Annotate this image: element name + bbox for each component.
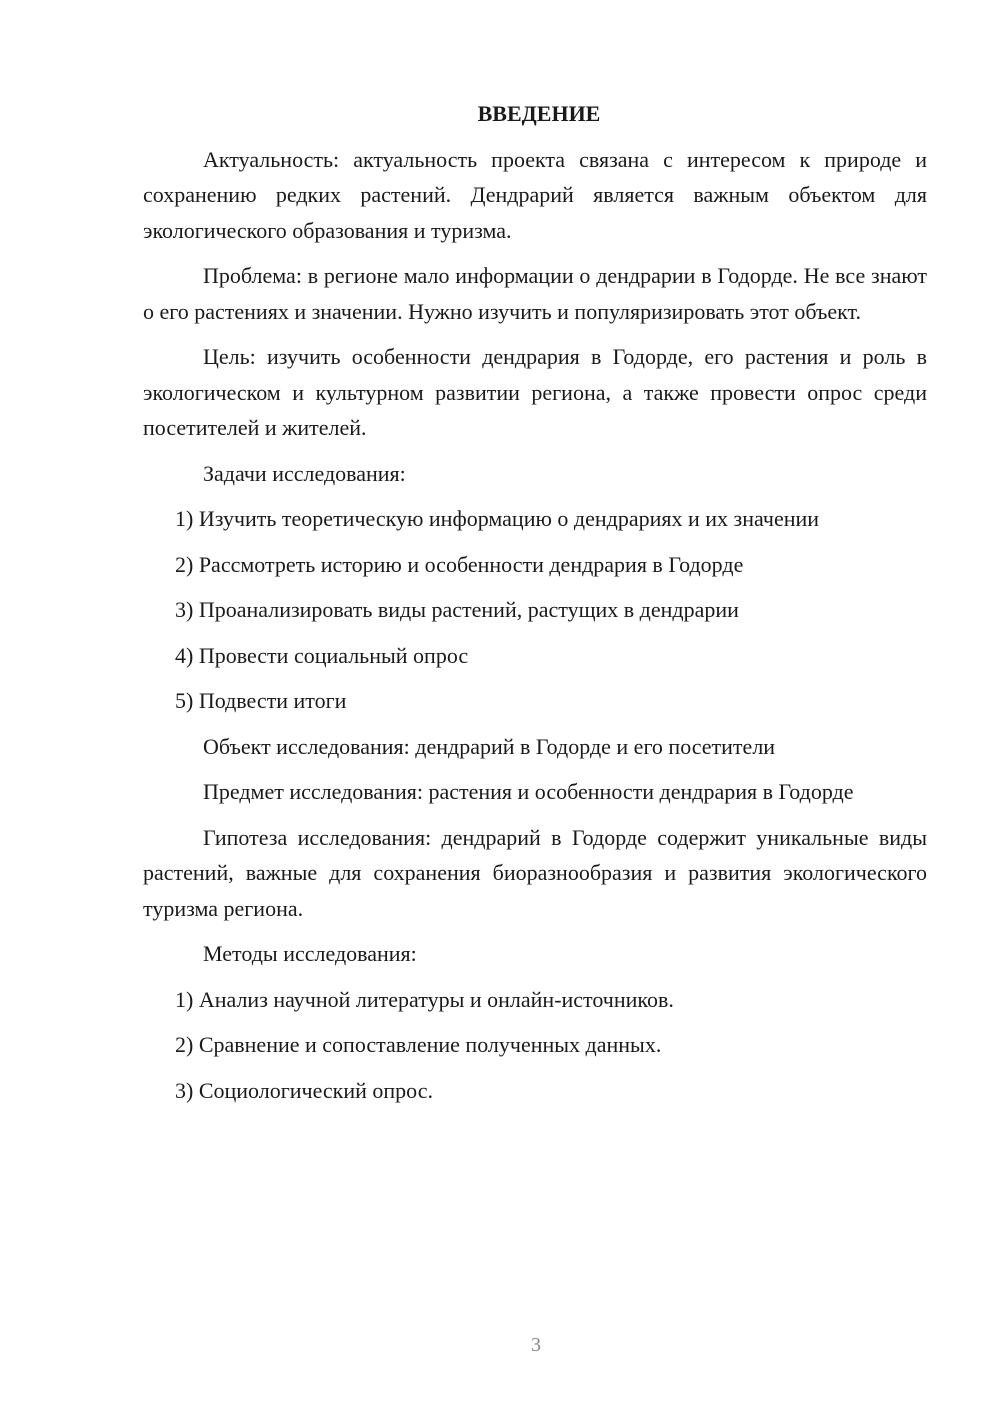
list-item: 2) Сравнение и сопоставление полученных данных.	[175, 1032, 662, 1057]
list-item: 1) Анализ научной литературы и онлайн-источников.	[175, 986, 674, 1012]
methods-heading: Методы исследования:	[203, 941, 417, 966]
methods-list	[143, 982, 927, 1109]
problem-paragraph: Проблема: в регионе мало информации о дендрарии в Годорде. Не все знают о его растениях и значении. Нужно изучить и популяризировать этот объект.	[143, 263, 927, 324]
section-title: ВВЕДЕНИЕ	[477, 101, 601, 126]
list-item: 1) Изучить теоретическую информацию о дендрариях и их значении	[175, 506, 820, 531]
goal-paragraph: Цель: изучить особенности дендрария в Годорде, его растения и роль в экологическом и культурном развитии региона, а также провести опрос среди посетителей и жителей.	[143, 344, 927, 440]
page-number: 3	[531, 1334, 541, 1356]
list-item: 3) Социологический опрос.	[175, 1077, 433, 1103]
list-item: 3) Проанализировать виды растений, растущих в дендрарии	[175, 597, 739, 622]
list-item: 4) Провести социальный опрос	[175, 642, 469, 668]
tasks-heading: Задачи исследования:	[203, 460, 406, 486]
hypothesis-paragraph: Гипотеза исследования: дендрарий в Годорде содержит уникальные виды растений, важные для сохранения биоразнообразия и развития экологического туризма региона.	[143, 824, 927, 921]
object-paragraph: Объект исследования: дендрарий в Годорде и его посетители	[203, 733, 776, 759]
list-item: 2) Рассмотреть историю и особенности дендрария в Годорде	[175, 551, 744, 577]
page-content	[143, 96, 927, 1118]
subject-paragraph: Предмет исследования: растения и особенности дендрария в Годорде	[203, 779, 854, 804]
relevance-paragraph: Актуальность: актуальность проекта связана с интересом к природе и сохранению редких растений. Дендрарий является важным объектом для экологического образования и туризма.	[143, 146, 927, 243]
tasks-list	[143, 501, 927, 719]
list-item: 5) Подвести итоги	[175, 688, 347, 713]
